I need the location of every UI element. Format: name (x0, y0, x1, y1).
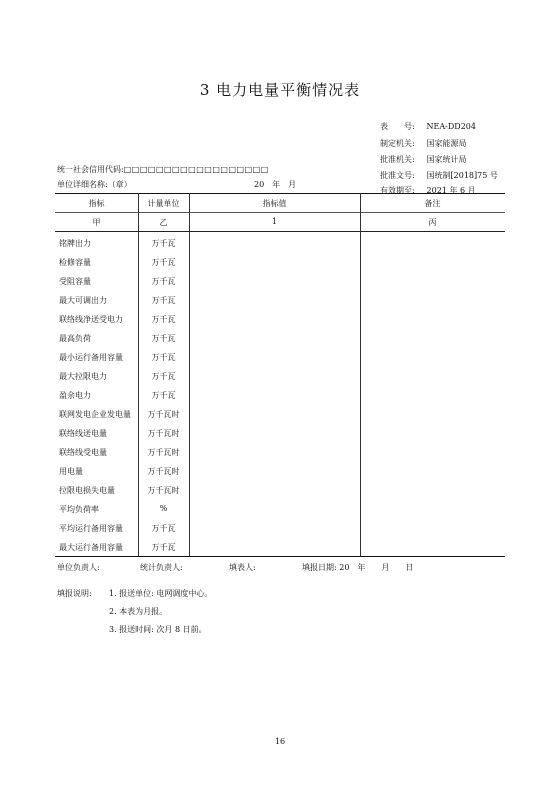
row-unit: 万千瓦 (151, 258, 176, 267)
row-name: 用电量 (59, 467, 83, 476)
row-unit: 万千瓦时 (147, 486, 180, 495)
meta-approval-doc (380, 170, 498, 181)
row-unit: 万千瓦 (151, 239, 176, 248)
note-item: 3. 报送时间: 次月 8 日前。 (109, 625, 207, 634)
row-name: 联络线受电量 (59, 448, 107, 457)
filler-label: 填表人: (229, 563, 256, 572)
row-unit: 万千瓦 (151, 391, 176, 400)
row-name: 联络线净送受电力 (59, 315, 123, 324)
row-unit: 万千瓦 (151, 372, 176, 381)
row-name: 最高负荷 (59, 334, 91, 343)
header-indicator: 指标 (88, 199, 105, 208)
row-name: 联网发电企业发电量 (59, 410, 131, 419)
row-name: 铭牌出力 (59, 239, 91, 248)
row-unit: 万千瓦 (151, 353, 176, 362)
meta-maker (380, 138, 467, 149)
meta-valid-value: 2021 年 6 月 (426, 186, 476, 195)
note-item: 1. 报送单位: 电网调度中心。 (109, 589, 213, 598)
note-item: 2. 本表为月报。 (109, 607, 168, 616)
meta-approval-doc-value: 国统制[2018]75 号 (426, 171, 498, 180)
row-unit: 万千瓦 (151, 277, 176, 286)
row-name: 联络线送电量 (59, 429, 107, 438)
meta-valid-label: 有效期至: (380, 186, 415, 195)
row-name: 拉限电损失电量 (59, 486, 115, 495)
row-name: 最大可调出力 (59, 296, 107, 305)
header-unit: 计量单位 (147, 199, 180, 208)
meta-table-no (380, 121, 476, 132)
code-b: 乙 (159, 218, 168, 227)
row-name: 受阻容量 (59, 277, 91, 286)
row-unit: 万千瓦时 (147, 448, 180, 457)
meta-maker-value: 国家能源局 (426, 139, 467, 148)
row-name: 最大拉限电力 (59, 372, 107, 381)
header-value: 指标值 (262, 199, 287, 208)
fill-date-value: 20 年 月 日 (339, 563, 414, 572)
fill-date (302, 562, 413, 573)
row-name: 最小运行备用容量 (59, 353, 123, 362)
org-code-line (57, 163, 269, 177)
org-code-boxes: □□□□□□□□□□□□□□□□□□ (123, 165, 269, 174)
row-unit: 万千瓦 (151, 524, 176, 533)
row-unit: 万千瓦时 (147, 467, 180, 476)
row-unit: 万千瓦 (151, 315, 176, 324)
page-number: 16 (274, 737, 286, 746)
row-name: 检修容量 (59, 258, 91, 267)
meta-table-no-value: NEA-DD204 (426, 122, 476, 131)
stat-head-label: 统计负责人: (140, 563, 183, 572)
row-unit: 万千瓦 (151, 296, 176, 305)
unit-head-label: 单位负责人: (57, 563, 100, 572)
row-name: 平均负荷率 (59, 505, 99, 514)
row-name: 盈余电力 (59, 391, 91, 400)
col-divider-3 (360, 193, 361, 556)
notes-label: 填报说明: (57, 589, 92, 598)
meta-maker-label: 制定机关: (380, 139, 415, 148)
header-divider (55, 212, 505, 213)
org-code-label: 统一社会信用代码: (57, 165, 124, 174)
fill-date-label: 填报日期: (302, 563, 337, 572)
meta-table-no-label: 表 号: (380, 122, 415, 131)
code-1: 1 (271, 217, 278, 226)
code-c: 丙 (428, 218, 437, 227)
code-a: 甲 (92, 218, 101, 227)
page-title: 3 电力电量平衡情况表 (199, 81, 361, 99)
meta-approver-value: 国家统计局 (426, 155, 467, 164)
row-unit: 万千瓦 (151, 543, 176, 552)
row-name: 最大运行备用容量 (59, 543, 123, 552)
table-top-border (55, 193, 505, 194)
header-remark: 备注 (424, 199, 441, 208)
meta-approver (380, 154, 467, 165)
row-unit: 万千瓦 (151, 334, 176, 343)
row-unit: 万千瓦时 (147, 410, 180, 419)
unit-name-label: 单位详细名称:（章） (57, 180, 132, 189)
header-bottom-border (55, 231, 505, 232)
meta-approver-label: 批准机关: (380, 155, 415, 164)
meta-approval-doc-label: 批准文号: (380, 171, 415, 180)
row-unit: % (159, 504, 168, 513)
row-name: 平均运行备用容量 (59, 524, 123, 533)
col-divider-2 (189, 193, 190, 556)
report-period: 20 年 月 (254, 180, 297, 189)
row-unit: 万千瓦时 (147, 429, 180, 438)
table-bottom-border (55, 556, 505, 557)
meta-valid (380, 185, 476, 196)
